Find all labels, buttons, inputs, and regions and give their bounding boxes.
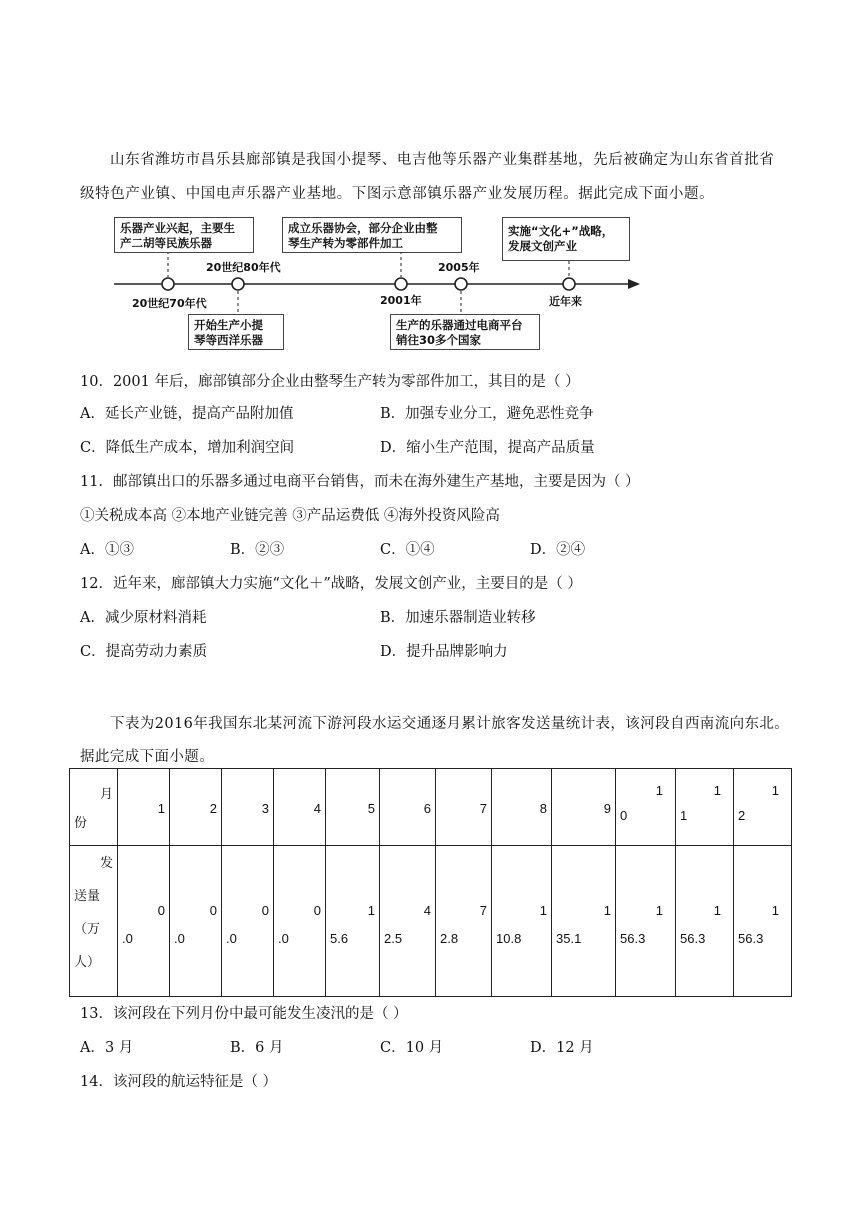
month-value-b: 2 [738,808,746,823]
volume-value-a: 7 [479,903,487,918]
volume-value-a: 1 [603,903,611,918]
volume-value-a: 1 [539,903,547,918]
q13-option-b: B．6 月 [230,1040,284,1056]
month-cell [552,769,616,846]
header-volume-cell [70,846,118,997]
month-cell [326,769,380,846]
volume-value-b: 56.3 [620,931,646,946]
month-value: 8 [539,801,547,816]
box-recent-line-2: 发展文创产业 [508,239,577,253]
month-value-a: 1 [771,783,779,798]
volume-cell [492,846,552,997]
q10-option-b: B．加强专业分工，避免恶性竞争 [380,406,594,422]
header-month-b: 份 [74,815,88,830]
volume-value-b: .0 [174,931,185,946]
month-value-b: 1 [680,808,688,823]
month-cell [170,769,222,846]
month-value: 6 [423,801,431,816]
month-value: 3 [261,801,269,816]
q13-option-d: D．12 月 [530,1040,594,1056]
volume-cell [222,846,274,997]
intro-2-line-2: 据此完成下面小题。 [80,749,215,765]
box-2001-line-1: 成立乐器协会，部分企业由整 [288,221,438,235]
volume-value-b: 35.1 [556,931,582,946]
box-1970s-line-1: 乐器产业兴起，主要生 [120,221,235,235]
month-cell [616,769,676,846]
volume-cell [616,846,676,997]
volume-cell [436,846,492,997]
month-value: 9 [603,801,611,816]
month-cell [676,769,734,846]
box-2001-line-2: 琴生产转为零部件加工 [288,236,403,250]
volume-cell [118,846,170,997]
label-1970s: 20世纪70年代 [132,297,207,310]
volume-value-b: 2.8 [440,931,459,946]
header-volume-b: 送量 [74,888,101,903]
volume-value-b: .0 [122,931,133,946]
volume-value-b: 56.3 [738,931,764,946]
month-value-a: 1 [655,783,663,798]
intro-1-line-2: 级特色产业镇、中国电声乐器产业基地。下图示意部镇乐器产业发展历程。据此完成下面小题。 [80,186,715,202]
volume-value-a: 0 [261,903,269,918]
timeline-box-1980s [188,314,284,350]
volume-value-a: 1 [771,903,779,918]
volume-value-b: 56.3 [680,931,706,946]
month-value-a: 1 [713,783,721,798]
volume-cell [734,846,792,997]
q11-option-a: A．①③ [80,542,134,558]
question-14-stem: 14．该河段的航运特征是（ ） [80,1074,278,1090]
volume-value-b: 5.6 [330,931,349,946]
month-value-b: 0 [620,808,628,823]
header-month-cell [70,769,118,846]
box-2005-line-2: 销往30多个国家 [396,333,482,347]
label-2001: 2001年 [380,294,422,307]
q10-option-c: C．降低生产成本，增加利润空间 [80,440,295,456]
q11-option-b: B．②③ [230,542,285,558]
label-1980s: 20世纪80年代 [206,261,281,274]
label-recent: 近年来 [549,295,582,308]
q12-option-d: D．提升品牌影响力 [380,644,508,660]
month-cell [492,769,552,846]
month-cell [734,769,792,846]
volume-value-b: .0 [226,931,237,946]
volume-value-a: 0 [313,903,321,918]
volume-value-a: 0 [157,903,165,918]
q12-option-c: C．提高劳动力素质 [80,644,208,660]
month-cell [436,769,492,846]
month-value: 5 [367,801,375,816]
timeline-box-2005 [390,314,540,350]
month-cell [118,769,170,846]
q10-option-d: D．缩小生产范围，提高产品质量 [380,440,595,456]
header-volume-c: （万 [74,921,101,936]
table-row-month [70,769,792,846]
table-row-volume [70,846,792,997]
month-value: 7 [479,801,487,816]
box-recent-line-1: 实施“文化+”战略， [508,224,614,238]
month-cell [222,769,274,846]
q13-option-c: C．10 月 [380,1040,444,1056]
volume-cell [170,846,222,997]
volume-cell [326,846,380,997]
q12-option-a: A．减少原材料消耗 [80,610,207,626]
box-2005-line-1: 生产的乐器通过电商平台 [396,318,523,332]
q13-option-a: A．3 月 [80,1040,134,1056]
q11-items: ①关税成本高 ②本地产业链完善 ③产品运费低 ④海外投资风险高 [80,508,500,524]
box-1980s-line-2: 琴等西洋乐器 [194,333,263,347]
header-volume-a: 发 [99,855,113,870]
intro-2-line-1: 下表为2016年我国东北某河流下游河段水运交通逐月累计旅客发送量统计表，该河段自西南流向东北。 [110,716,790,732]
volume-value-b: 2.5 [384,931,403,946]
q10-option-a: A．延长产业链，提高产品附加值 [80,406,294,422]
volume-cell [552,846,616,997]
month-cell [380,769,436,846]
q11-option-d: D．②④ [530,542,586,558]
volume-value-b: 10.8 [496,931,522,946]
box-1970s-line-2: 产二胡等民族乐器 [120,236,212,250]
volume-value-a: 1 [655,903,663,918]
month-cell [274,769,326,846]
header-month-a: 月 [99,786,113,801]
month-value: 1 [157,801,165,816]
q12-option-b: B．加速乐器制造业转移 [380,610,536,626]
timeline-box-2001 [282,217,462,253]
intro-paragraph-2 [80,708,800,774]
header-volume-d: 人） [74,954,101,969]
intro-1-line-1: 山东省潍坊市昌乐县廊部镇是我国小提琴、电吉他等乐器产业集群基地，先后被确定为山东省首批省 [110,152,775,168]
question-10-stem: 10．2001 年后，廊部镇部分企业由整琴生产转为零部件加工，其目的是（ ） [80,374,580,390]
month-value: 4 [313,801,321,816]
volume-value-a: 1 [367,903,375,918]
q11-option-c: C．①④ [380,542,435,558]
question-13-stem: 13．该河段在下列月份中最可能发生凌汛的是（ ） [80,1006,408,1022]
volume-cell [676,846,734,997]
box-1980s-line-1: 开始生产小提 [194,318,263,332]
volume-value-a: 1 [713,903,721,918]
volume-value-b: .0 [278,931,289,946]
question-12-stem: 12．近年来，廊部镇大力实施“文化＋”战略，发展文创产业，主要目的是（ ） [80,576,582,592]
passenger-table [69,768,792,997]
month-value: 2 [209,801,217,816]
timeline-box-1970s [114,217,254,253]
timeline-figure [112,213,642,358]
question-11-stem: 11．邮部镇出口的乐器多通过电商平台销售，而未在海外建生产基地，主要是因为（ ） [80,474,640,490]
volume-value-a: 0 [209,903,217,918]
volume-cell [380,846,436,997]
intro-paragraph-1 [80,143,780,211]
volume-value-a: 4 [423,903,431,918]
label-2005: 2005年 [438,261,480,274]
volume-cell [274,846,326,997]
timeline-box-recent [502,217,630,261]
